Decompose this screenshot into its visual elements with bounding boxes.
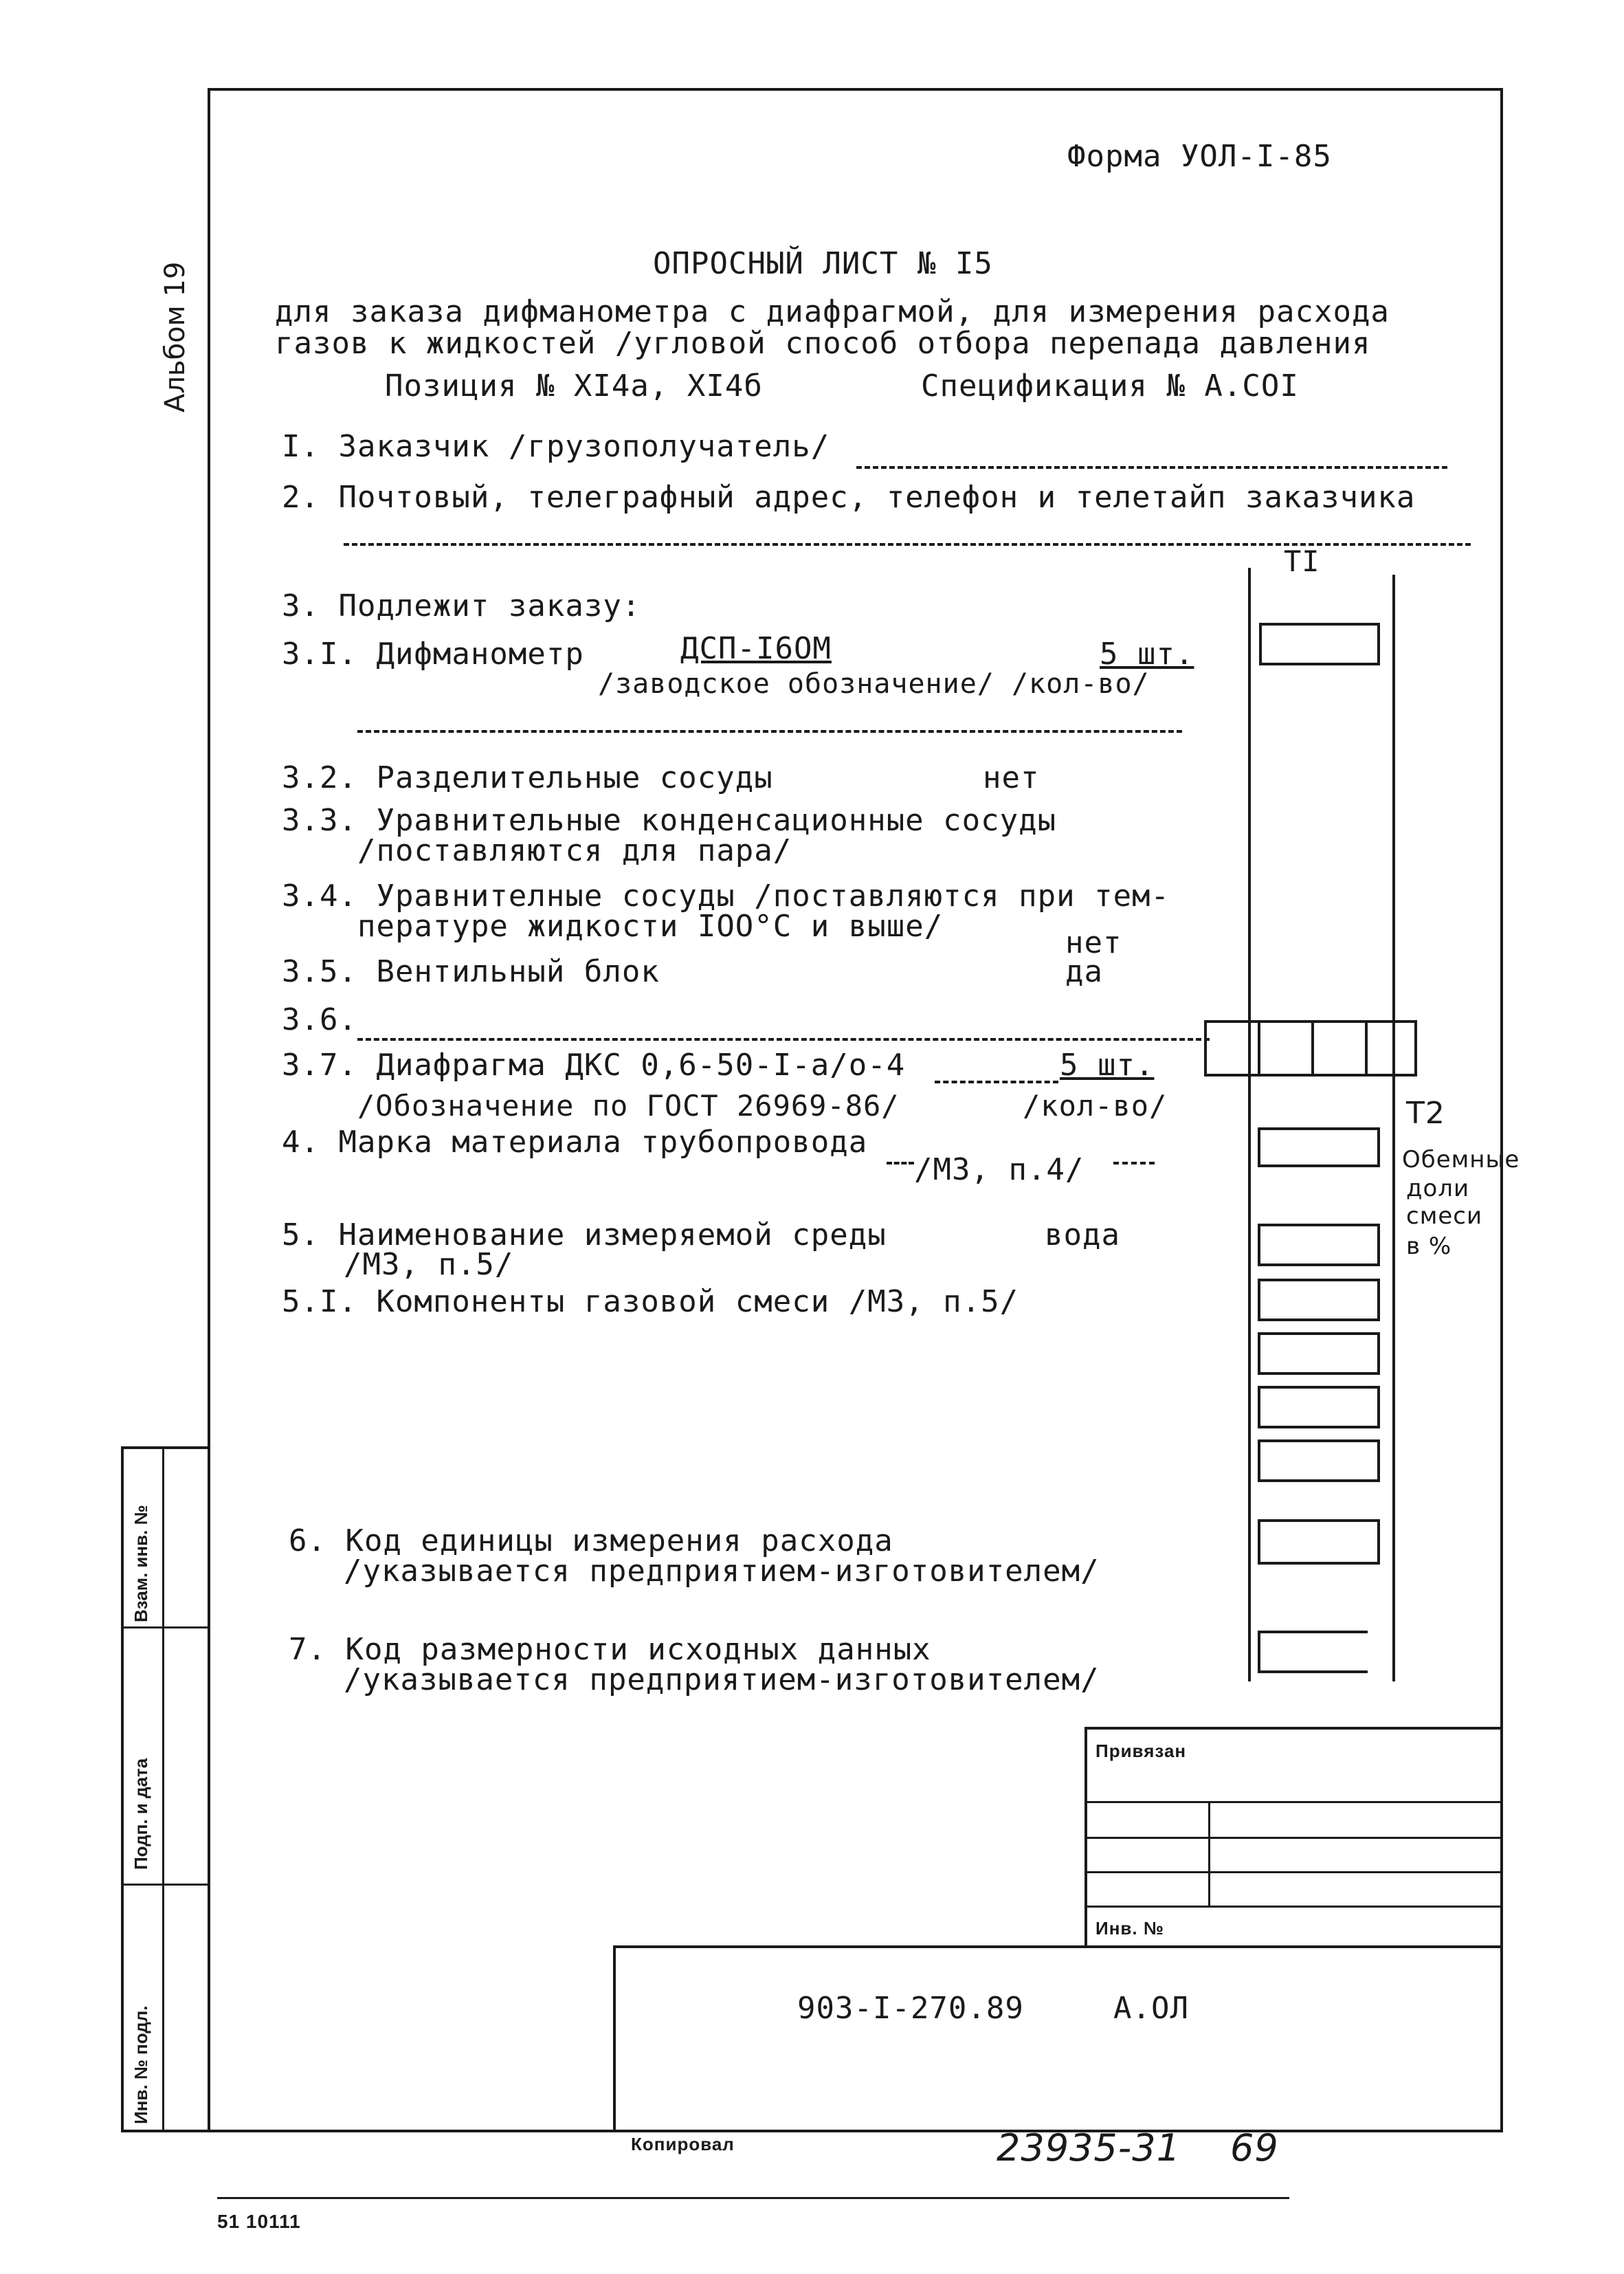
column-right-line [1392, 575, 1395, 1681]
item-3-1-fill-line [357, 730, 1182, 733]
item-3-7-qty: 5 шт. [1060, 1048, 1155, 1083]
album-label [159, 262, 191, 412]
item-3-1-qty: 5 шт. [1100, 637, 1194, 672]
item-3-2-value: нет [983, 760, 1040, 795]
stamp-inv-no: Инв. № [1095, 1918, 1164, 1939]
item-3-7-note-qty: /кол-во/ [1023, 1089, 1168, 1123]
item-5-1-components: 5.I. Компоненты газовой смеси /МЗ, п.5/ [282, 1284, 1019, 1319]
page-title: ОПРОСНЫЙ ЛИСТ № I5 [653, 246, 993, 281]
frame-top [208, 88, 1503, 91]
subtitle-line-1: для заказа дифманометра с диафрагмой, для измерения расхода [275, 294, 1390, 329]
stamp-privyazan: Привязан [1095, 1741, 1187, 1761]
stamp-row-1 [1084, 1801, 1503, 1803]
form-label: Форма УОЛ-I-85 [1067, 139, 1332, 174]
item-3-3-line-1: 3.3. Уравнительные конденсационные сосуды [282, 803, 1057, 838]
item-1-fill-line [856, 466, 1447, 469]
position-line: Позиция № XI4а, XI4б [385, 368, 763, 404]
cell-row-box-2 [1258, 1020, 1314, 1077]
item-3-5-value: да [1065, 954, 1103, 989]
stamp-code-left [613, 1945, 616, 2132]
item-4-fill-right [1113, 1162, 1155, 1164]
t2-value-box-1 [1258, 1127, 1380, 1167]
t2-value-box-2 [1258, 1224, 1380, 1266]
t2-value-box-5 [1258, 1386, 1380, 1428]
item-3-7-fill-line [935, 1081, 1058, 1083]
footer-rule [217, 2197, 1289, 2199]
cell-row-box-3 [1311, 1020, 1368, 1077]
item-3-7-note: /Обозначение по ГОСТ 26969-86/ [357, 1089, 900, 1123]
side-stamp-vzam-text: Взам. инв. № [131, 1505, 151, 1622]
item-7-line-1: 7. Код размерности исходных данных [289, 1632, 931, 1667]
item-3-1-value: ДСП-I6OM [680, 631, 832, 666]
frame-right [1500, 88, 1503, 2132]
album-label-text: Альбом 19 [159, 261, 191, 412]
t2-note-1: Обемные [1402, 1146, 1520, 1173]
side-stamp-podp-text: Подп. и дата [131, 1758, 151, 1870]
item-3-6-label: 3.6. [282, 1002, 357, 1037]
item-2-address: 2. Почтовый, телеграфный адрес, телефон и телетайп заказчика [282, 480, 1416, 515]
t2-note-3: смеси [1406, 1202, 1483, 1230]
stamp-row-2 [1084, 1837, 1503, 1839]
item-3-5-label: 3.5. Вентильный блок [282, 954, 660, 989]
stamp-sheet-code: А.ОЛ [1113, 1991, 1189, 2026]
item-4-value: /МЗ, п.4/ [914, 1152, 1084, 1187]
t2-label: Т2 [1406, 1096, 1445, 1131]
item-3-7-label: 3.7. Диафрагма ДКС 0,6-50-I-а/о-4 [282, 1048, 906, 1083]
side-stamp-row-1 [121, 1626, 210, 1629]
t2-note-4: в % [1406, 1233, 1452, 1260]
item-1-customer: I. Заказчик /грузополучатель/ [282, 429, 830, 464]
side-stamp-divider [162, 1446, 164, 2131]
item-3-1-label: 3.I. Дифманометр [282, 637, 584, 672]
item-7-line-2: /указывается предприятием-изготовителем/ [344, 1662, 1100, 1697]
stamp-row-3 [1084, 1871, 1503, 1873]
t2-value-box-4 [1258, 1332, 1380, 1375]
column-left-line [1248, 568, 1251, 1681]
spec-line: Спецификация № А.COI [921, 368, 1299, 404]
item-3-3-line-2: /поставляются для пара/ [357, 833, 792, 868]
footer-code: 51 10111 [217, 2211, 301, 2232]
side-stamp-row-2 [121, 1884, 210, 1886]
item-6-line-1: 6. Код единицы измерения расхода [289, 1523, 893, 1558]
side-stamp-podp [131, 1758, 152, 1870]
t1-value-box [1259, 623, 1380, 665]
item-3-4-value: нет [1065, 925, 1122, 960]
item-4-label: 4. Марка материала трубопровода [282, 1125, 868, 1160]
item-3-4-line-1: 3.4. Уравнителные сосуды /поставляются при тем- [282, 879, 1170, 914]
item-5-line-2: /МЗ, п.5/ [344, 1247, 514, 1282]
item-6-line-2: /указывается предприятием-изготовителем/ [344, 1554, 1100, 1589]
t2-value-box-6 [1258, 1439, 1380, 1482]
footer-number: 23935-31 [997, 2126, 1181, 2170]
item-3-4-line-2: пературе жидкости IOO°С и выше/ [357, 909, 944, 944]
item-5-line-1: 5. Наименование измеряемой среды [282, 1217, 887, 1252]
stamp-code-top [613, 1945, 1503, 1948]
side-stamp-vzam [131, 1505, 152, 1622]
code-6-box [1258, 1519, 1380, 1565]
footer-page: 69 [1230, 2126, 1279, 2170]
side-stamp-inv [131, 2005, 152, 2124]
code-7-box [1258, 1631, 1368, 1673]
item-4-fill-left [887, 1162, 914, 1164]
item-3-6-fill-line [357, 1038, 1210, 1041]
stamp-row-4 [1084, 1906, 1503, 1908]
footer-kopiroval: Копировал [631, 2134, 735, 2154]
item-3-2-label: 3.2. Разделительные сосуды [282, 760, 773, 795]
item-3-1-note: /заводское обозначение/ /кол-во/ [598, 668, 1150, 700]
item-5-value: вода [1045, 1217, 1120, 1252]
frame-bottom [121, 2130, 1503, 2132]
stamp-top [1084, 1727, 1503, 1730]
t2-note-2: доли [1406, 1175, 1470, 1202]
t2-value-box-3 [1258, 1279, 1380, 1321]
stamp-doc-code: 903-I-270.89 [797, 1991, 1024, 2026]
side-stamp-inv-text: Инв. № подл. [131, 2005, 151, 2124]
t1-label: TI [1284, 544, 1320, 578]
subtitle-line-2: газов к жидкостей /угловой способ отбора перепада давления [275, 326, 1371, 361]
cell-row-box-1 [1204, 1020, 1260, 1077]
item-3-order: 3. Подлежит заказу: [282, 588, 641, 623]
stamp-mid-divider [1208, 1801, 1210, 1907]
cell-row-box-4 [1365, 1020, 1417, 1077]
